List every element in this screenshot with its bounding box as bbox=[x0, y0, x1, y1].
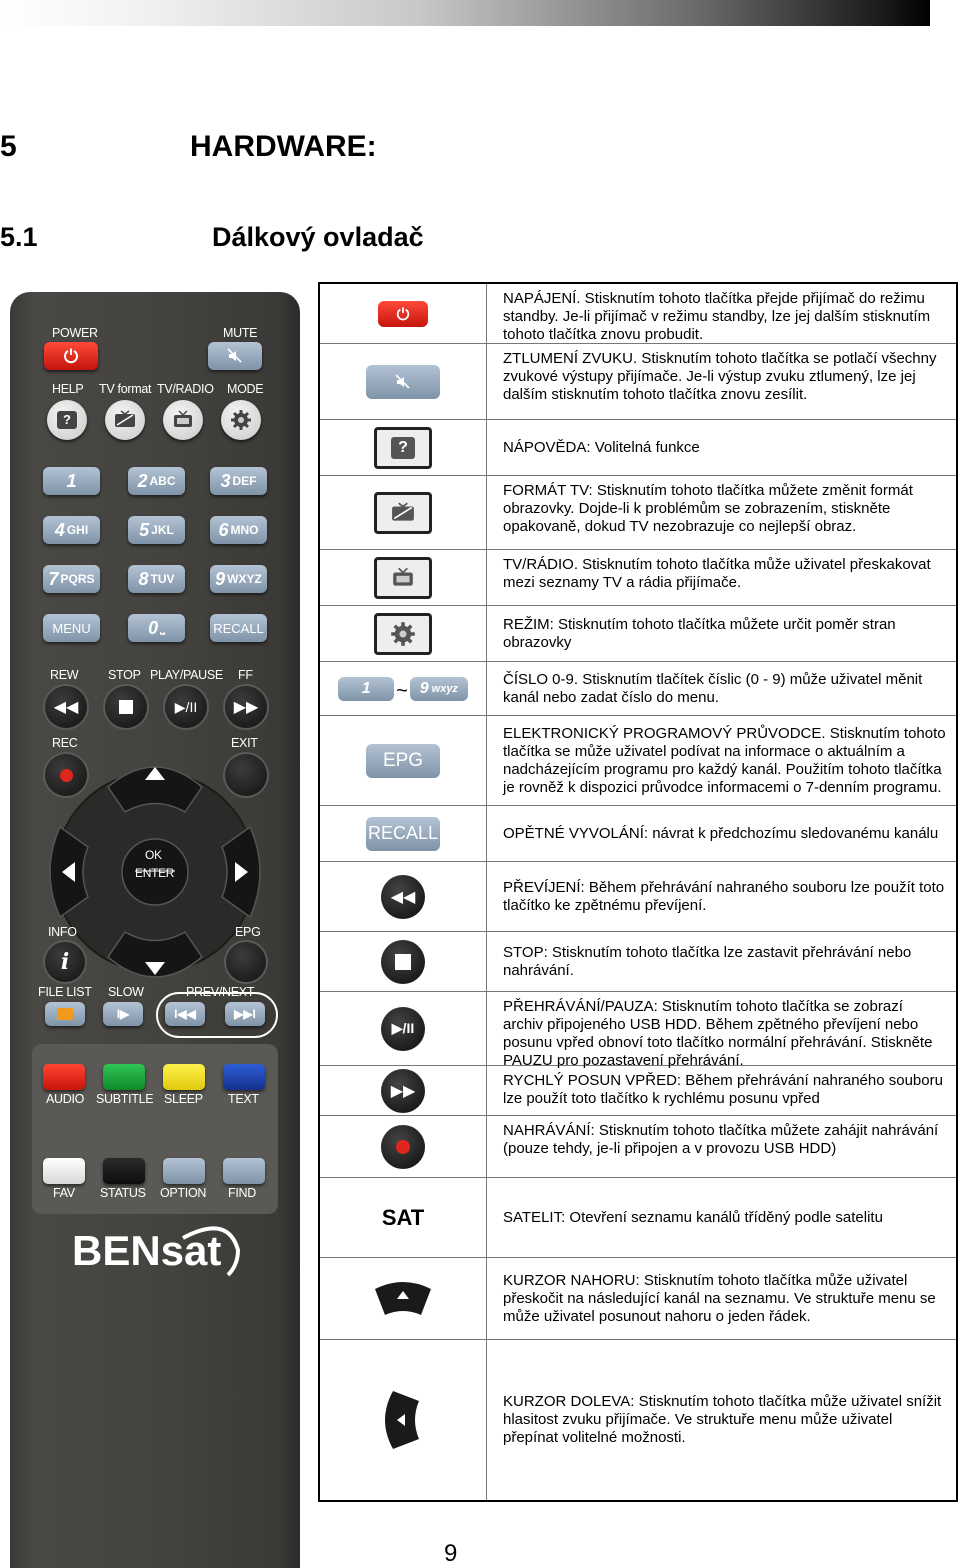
file-list-label: FILE LIST bbox=[38, 985, 92, 999]
key-0[interactable]: 0 ⎵ bbox=[128, 614, 185, 642]
sleep-label: SLEEP bbox=[164, 1092, 203, 1106]
slow-label: SLOW bbox=[108, 985, 144, 999]
row-description: REŽIM: Stisknutím tohoto tlačítka můžete určit poměr stran obrazovky bbox=[503, 615, 896, 651]
cursor-up-icon bbox=[371, 1279, 435, 1319]
table-row bbox=[320, 606, 956, 662]
fast-forward-icon: ▶▶ bbox=[381, 1069, 425, 1113]
stop-icon bbox=[119, 700, 133, 714]
brand-swoosh bbox=[178, 1220, 248, 1280]
row-description: NAHRÁVÁNÍ: Stisknutím tohoto tlačítka můžete zahájit nahrávání (pouze tehdy, je-li připojen a v provozu USB HDD) bbox=[503, 1122, 939, 1157]
cursor-left-icon bbox=[383, 1387, 423, 1453]
epg-label: EPG bbox=[235, 925, 261, 939]
tv-radio-icon bbox=[389, 566, 417, 590]
skip-next-icon: ▶▶I bbox=[234, 1007, 256, 1021]
sat-label: SAT bbox=[381, 1204, 425, 1230]
table-row bbox=[320, 806, 956, 862]
table-row bbox=[320, 476, 956, 550]
gear-icon bbox=[390, 621, 416, 647]
recall-button[interactable]: RECALL bbox=[210, 614, 267, 642]
tv-format-button-image bbox=[374, 492, 432, 534]
table-row bbox=[320, 1116, 956, 1178]
file-list-button[interactable] bbox=[45, 1002, 85, 1026]
function-table bbox=[318, 282, 958, 1502]
remote-control-illustration bbox=[10, 292, 300, 1568]
mute-button-image bbox=[366, 365, 440, 399]
ff-label: FF bbox=[238, 668, 253, 682]
key-5[interactable]: 5 JKL bbox=[128, 516, 185, 544]
table-row bbox=[320, 716, 956, 806]
power-button[interactable] bbox=[44, 342, 98, 370]
option-label: OPTION bbox=[160, 1186, 207, 1200]
stop-label: STOP bbox=[108, 668, 141, 682]
help-icon: ? bbox=[391, 437, 415, 459]
play-pause-button[interactable] bbox=[165, 686, 207, 728]
info-button[interactable] bbox=[45, 942, 85, 982]
row-description: NÁPOVĚDA: Volitelná funkce bbox=[503, 438, 700, 456]
row-description: STOP: Stisknutím tohoto tlačítka lze zastavit přehrávání nebo nahrávání. bbox=[503, 943, 912, 979]
subtitle-label: SUBTITLE bbox=[96, 1092, 154, 1106]
row-description: PŘEHRÁVÁNÍ/PAUZA: Stisknutím tohoto tlačítka se zobrazí archiv připojeného USB HDD. Během zpětného převíjení nebo posunu vpřed obnoví toto tlačítko normální přehrávání. Stiskněte PAUZU pro pozastavení přehrávání. bbox=[503, 998, 933, 1069]
ok-label: OK bbox=[145, 848, 162, 862]
subheading-number: 5.1 bbox=[0, 222, 38, 252]
power-icon bbox=[62, 347, 80, 365]
play-pause-icon: ▶/II bbox=[174, 698, 198, 715]
fast-forward-icon: ▶▶ bbox=[233, 699, 259, 716]
record-icon bbox=[381, 1125, 425, 1169]
stop-button[interactable] bbox=[105, 686, 147, 728]
row-description: FORMÁT TV: Stisknutím tohoto tlačítka můžete změnit formát obrazovky. Dojde-li k problémům se zobrazením, stiskněte opakovaně, dokud TV nezobrazuje co nejlepší obraz. bbox=[503, 482, 913, 535]
tv-radio-icon bbox=[171, 409, 195, 431]
status-label: STATUS bbox=[100, 1186, 146, 1200]
info-label: INFO bbox=[48, 925, 77, 939]
tilde: ~ bbox=[396, 680, 408, 702]
key-1-image: 1 bbox=[338, 677, 394, 701]
fav-label: FAV bbox=[53, 1186, 75, 1200]
table-row bbox=[320, 1178, 956, 1258]
heading-title: HARDWARE: bbox=[190, 130, 377, 163]
rec-label: REC bbox=[52, 736, 78, 750]
heading-number: 5 bbox=[0, 130, 17, 163]
key-1[interactable]: 1 bbox=[43, 467, 100, 495]
row-description: RYCHLÝ POSUN VPŘED: Během přehrávání nahraného souboru lze použít toto tlačítko k rychlému posunu vpřed bbox=[503, 1072, 943, 1107]
key-9-image: 9 wxyz bbox=[410, 677, 468, 701]
tv-format-button[interactable] bbox=[105, 400, 145, 440]
power-label: POWER bbox=[52, 326, 98, 340]
red-button[interactable] bbox=[43, 1064, 85, 1090]
key-4[interactable]: 4 GHI bbox=[43, 516, 100, 544]
key-6[interactable]: 6 MNO bbox=[210, 516, 267, 544]
recall-icon: RECALL bbox=[366, 817, 440, 851]
key-8[interactable]: 8 TUV bbox=[128, 565, 185, 593]
tv-radio-label: TV/RADIO bbox=[157, 382, 214, 396]
tv-format-label: TV format bbox=[99, 382, 152, 396]
enter-label: ENTER bbox=[135, 866, 175, 880]
table-row bbox=[320, 420, 956, 476]
key-2[interactable]: 2 ABC bbox=[128, 467, 185, 495]
rewind-icon: ◀◀ bbox=[53, 699, 79, 716]
skip-previous-icon: I◀◀ bbox=[174, 1007, 196, 1021]
header-gradient-bar bbox=[0, 0, 930, 26]
row-description: KURZOR NAHORU: Stisknutím tohoto tlačítka může uživatel přeskočit na následující kanál na seznamu. Ve struktuře menu se může uživatel posunout nahoru o jeden řádek. bbox=[503, 1271, 936, 1325]
rewind-icon: ◀◀ bbox=[381, 875, 425, 919]
tv-radio-button[interactable] bbox=[163, 400, 203, 440]
prev-next-label: PREV/NEXT bbox=[186, 985, 255, 999]
mute-icon bbox=[394, 373, 412, 391]
row-description: OPĚTNÉ VYVOLÁNÍ: návrat k předchozímu sledovanému kanálu bbox=[503, 824, 939, 842]
slow-button[interactable] bbox=[103, 1002, 143, 1026]
mute-icon bbox=[226, 347, 244, 365]
row-description: PŘEVÍJENÍ: Během přehrávání nahraného souboru lze použít toto tlačítko ke zpětnému převíjení. bbox=[503, 878, 945, 914]
next-button[interactable] bbox=[225, 1002, 265, 1026]
table-row bbox=[320, 550, 956, 606]
subheading-title: Dálkový ovladač bbox=[212, 222, 424, 252]
table-row bbox=[320, 284, 956, 344]
mute-button[interactable] bbox=[208, 342, 262, 370]
gear-icon bbox=[230, 409, 252, 431]
menu-button[interactable]: MENU bbox=[43, 614, 100, 642]
exit-label: EXIT bbox=[231, 736, 258, 750]
row-description: ZTLUMENÍ ZVUKU. Stisknutím tohoto tlačítka se potlačí všechny zvukové výstupy přijímače. Je-li výstup zvuku ztlumený, lze jej dalším stisknutím tohoto tlačítka znovu zesílit. bbox=[503, 350, 937, 403]
table-row bbox=[320, 1066, 956, 1116]
folder-icon bbox=[57, 1008, 73, 1020]
info-icon: i bbox=[60, 949, 70, 975]
play-pause-icon: ▶/II bbox=[381, 1007, 425, 1051]
help-icon: ? bbox=[57, 411, 77, 429]
table-row bbox=[320, 862, 956, 932]
table-row bbox=[320, 344, 956, 420]
table-row bbox=[320, 932, 956, 992]
table-row bbox=[320, 1340, 956, 1500]
table-row bbox=[320, 1258, 956, 1340]
play-pause-label: PLAY/PAUSE bbox=[150, 668, 223, 682]
epg-icon: EPG bbox=[366, 744, 440, 778]
status-button[interactable] bbox=[103, 1158, 145, 1184]
page-number: 9 bbox=[444, 1540, 458, 1567]
tv-format-icon bbox=[113, 409, 137, 431]
row-description: KURZOR DOLEVA: Stisknutím tohoto tlačítka může uživatel snížit hlasitost zvuku přijímače. Ve struktuře menu může uživatel přepínat volitelné možnosti. bbox=[503, 1393, 942, 1446]
row-description: SATELIT: Otevření seznamu kanálů tříděný podle satelitu bbox=[503, 1208, 883, 1226]
fast-forward-button[interactable] bbox=[225, 686, 267, 728]
find-label: FIND bbox=[228, 1186, 256, 1200]
power-button-image bbox=[378, 301, 428, 327]
text-label: TEXT bbox=[228, 1092, 259, 1106]
help-label: HELP bbox=[52, 382, 84, 396]
row-description: ELEKTRONICKÝ PROGRAMOVÝ PRŮVODCE. Stisknutím tohoto tlačítka se může uživatel podívat na informace o aktuálním a nadcházejícím programu pro každý kanál. Použitím tohoto tlačítka je rovněž k dispozici průvodce informacemi o 7-denním programu. bbox=[503, 724, 946, 796]
help-button-image bbox=[374, 427, 432, 469]
key-7[interactable]: 7 PQRS bbox=[43, 565, 100, 593]
table-row bbox=[320, 662, 956, 716]
mode-label: MODE bbox=[227, 382, 264, 396]
number-keys-icon bbox=[320, 662, 487, 715]
fav-button[interactable] bbox=[43, 1158, 85, 1184]
slow-icon: I▶ bbox=[116, 1007, 130, 1021]
prev-button[interactable] bbox=[165, 1002, 205, 1026]
row-description: NAPÁJENÍ. Stisknutím tohoto tlačítka přejde přijímač do režimu standby. Je-li přijímač v režimu standby, lze jej dalším stisknutím tohoto tlačítka znovu probudit. bbox=[503, 290, 931, 343]
mode-button[interactable] bbox=[221, 400, 261, 440]
rewind-button[interactable] bbox=[45, 686, 87, 728]
rew-label: REW bbox=[50, 668, 79, 682]
option-button[interactable] bbox=[163, 1158, 205, 1184]
row-description: ČÍSLO 0-9. Stisknutím tlačítek číslic (0 - 9) může uživatel měnit kanál nebo zadat číslo do menu. bbox=[503, 670, 923, 706]
table-row bbox=[320, 992, 956, 1069]
blue-button[interactable] bbox=[223, 1064, 265, 1090]
stop-icon bbox=[381, 940, 425, 984]
key-3[interactable]: 3 DEF bbox=[210, 467, 267, 495]
tv-format-icon bbox=[389, 501, 417, 525]
yellow-button[interactable] bbox=[163, 1064, 205, 1090]
tv-radio-button-image bbox=[374, 557, 432, 599]
help-button[interactable] bbox=[47, 400, 87, 440]
mute-label: MUTE bbox=[223, 326, 258, 340]
green-button[interactable] bbox=[103, 1064, 145, 1090]
epg-button[interactable] bbox=[226, 942, 266, 982]
power-icon bbox=[395, 306, 411, 322]
find-button[interactable] bbox=[223, 1158, 265, 1184]
mode-button-image bbox=[374, 613, 432, 655]
row-description: TV/RÁDIO. Stisknutím tohoto tlačítka může uživatel přeskakovat mezi seznamy TV a rádia přijímače. bbox=[503, 556, 931, 591]
brand-logo: BENsat bbox=[72, 1227, 222, 1274]
audio-label: AUDIO bbox=[46, 1092, 85, 1106]
key-9[interactable]: 9 WXYZ bbox=[210, 565, 267, 593]
